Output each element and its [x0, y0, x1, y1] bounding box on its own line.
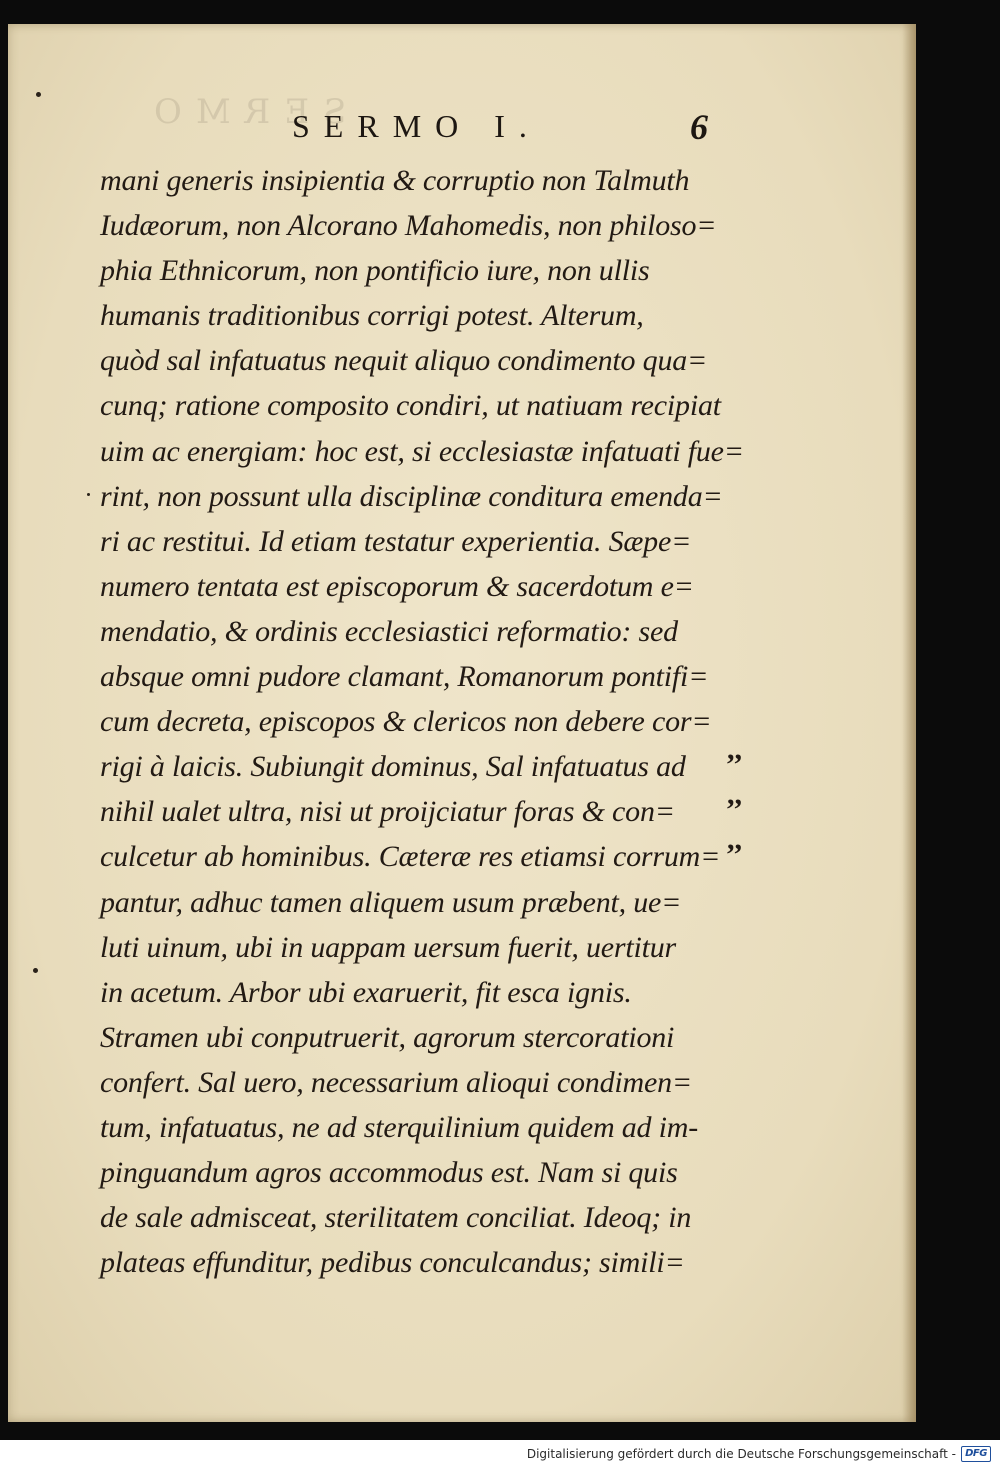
text-line: culcetur ab hominibus. Cæteræ res etiamsi corrum=: [100, 840, 721, 874]
margin-quote-mark: ,,: [727, 733, 742, 766]
body-text: [100, 158, 744, 1285]
text-line: plateas effunditur, pedibus conculcandus; simili=: [100, 1246, 685, 1280]
text-line: cunq; ratione composito condiri, ut natiuam recipiat: [100, 389, 721, 423]
bleed-through-text: SERMO: [140, 92, 347, 132]
text-line: luti uinum, ubi in uappam uersum fuerit, uertitur: [100, 930, 677, 964]
text-line: pinguandum agros accommodus est. Nam si quis: [100, 1156, 678, 1190]
text-line: confert. Sal uero, necessarium alioqui condimen=: [100, 1065, 692, 1099]
text-line: de sale admisceat, sterilitatem conciliat. Ideoq; in: [100, 1201, 692, 1235]
text-line: Iudæorum, non Alcorano Mahomedis, non philoso=: [100, 209, 717, 243]
text-line: nihil ualet ultra, nisi ut proijciatur foras & con=: [100, 795, 675, 829]
text-line: in acetum. Arbor ubi exaruerit, fit esca ignis.: [100, 975, 632, 1009]
page-number: 6: [690, 107, 708, 147]
margin-quote-mark: ,,: [727, 778, 742, 812]
margin-quote-mark: ,,: [727, 823, 742, 857]
text-line: absque omni pudore clamant, Romanorum pontifi=: [100, 660, 709, 694]
page-edge-shadow: [902, 24, 916, 1422]
text-line: pantur, adhuc tamen aliquem usum præbent, ue=: [100, 885, 682, 919]
text-line: uim ac energiam: hoc est, si ecclesiastæ infatuati fue=: [100, 434, 744, 468]
text-line: phia Ethnicorum, non pontificio iure, non ullis: [100, 254, 650, 288]
text-line: Stramen ubi conputruerit, agrorum stercorationi: [100, 1020, 675, 1054]
text-line: humanis traditionibus corrigi potest. Alterum,: [100, 299, 644, 333]
text-line: tum, infatuatus, ne ad sterquilinium quidem ad im-: [100, 1110, 699, 1144]
text-line: ri ac restitui. Id etiam testatur experientia. Sæpe=: [100, 524, 692, 558]
ink-speck: [36, 92, 41, 97]
text-line: rint, non possunt ulla disciplinæ conditura emenda=: [100, 479, 723, 513]
ink-speck: [87, 493, 90, 496]
marginal-quotation-marks: [727, 727, 787, 862]
text-line: cum decreta, episcopos & clericos non debere cor=: [100, 705, 712, 739]
text-line: numero tentata est episcoporum & sacerdotum e=: [100, 569, 694, 603]
dfg-logo: DFG: [961, 1446, 991, 1462]
text-line: quòd sal infatuatus nequit aliquo condimento qua=: [100, 344, 708, 378]
text-line: rigi à laicis. Subiungit dominus, Sal infatuatus ad: [100, 750, 686, 784]
text-line: mendatio, & ordinis ecclesiastici reformatio: sed: [100, 614, 678, 648]
ink-speck: [33, 968, 38, 973]
funding-credit: Digitalisierung gefördert durch die Deutsche Forschungsgemeinschaft -: [526, 1447, 956, 1461]
running-head: SERMO I.: [292, 108, 541, 144]
text-line: mani generis insipientia & corruptio non Talmuth: [100, 164, 690, 197]
